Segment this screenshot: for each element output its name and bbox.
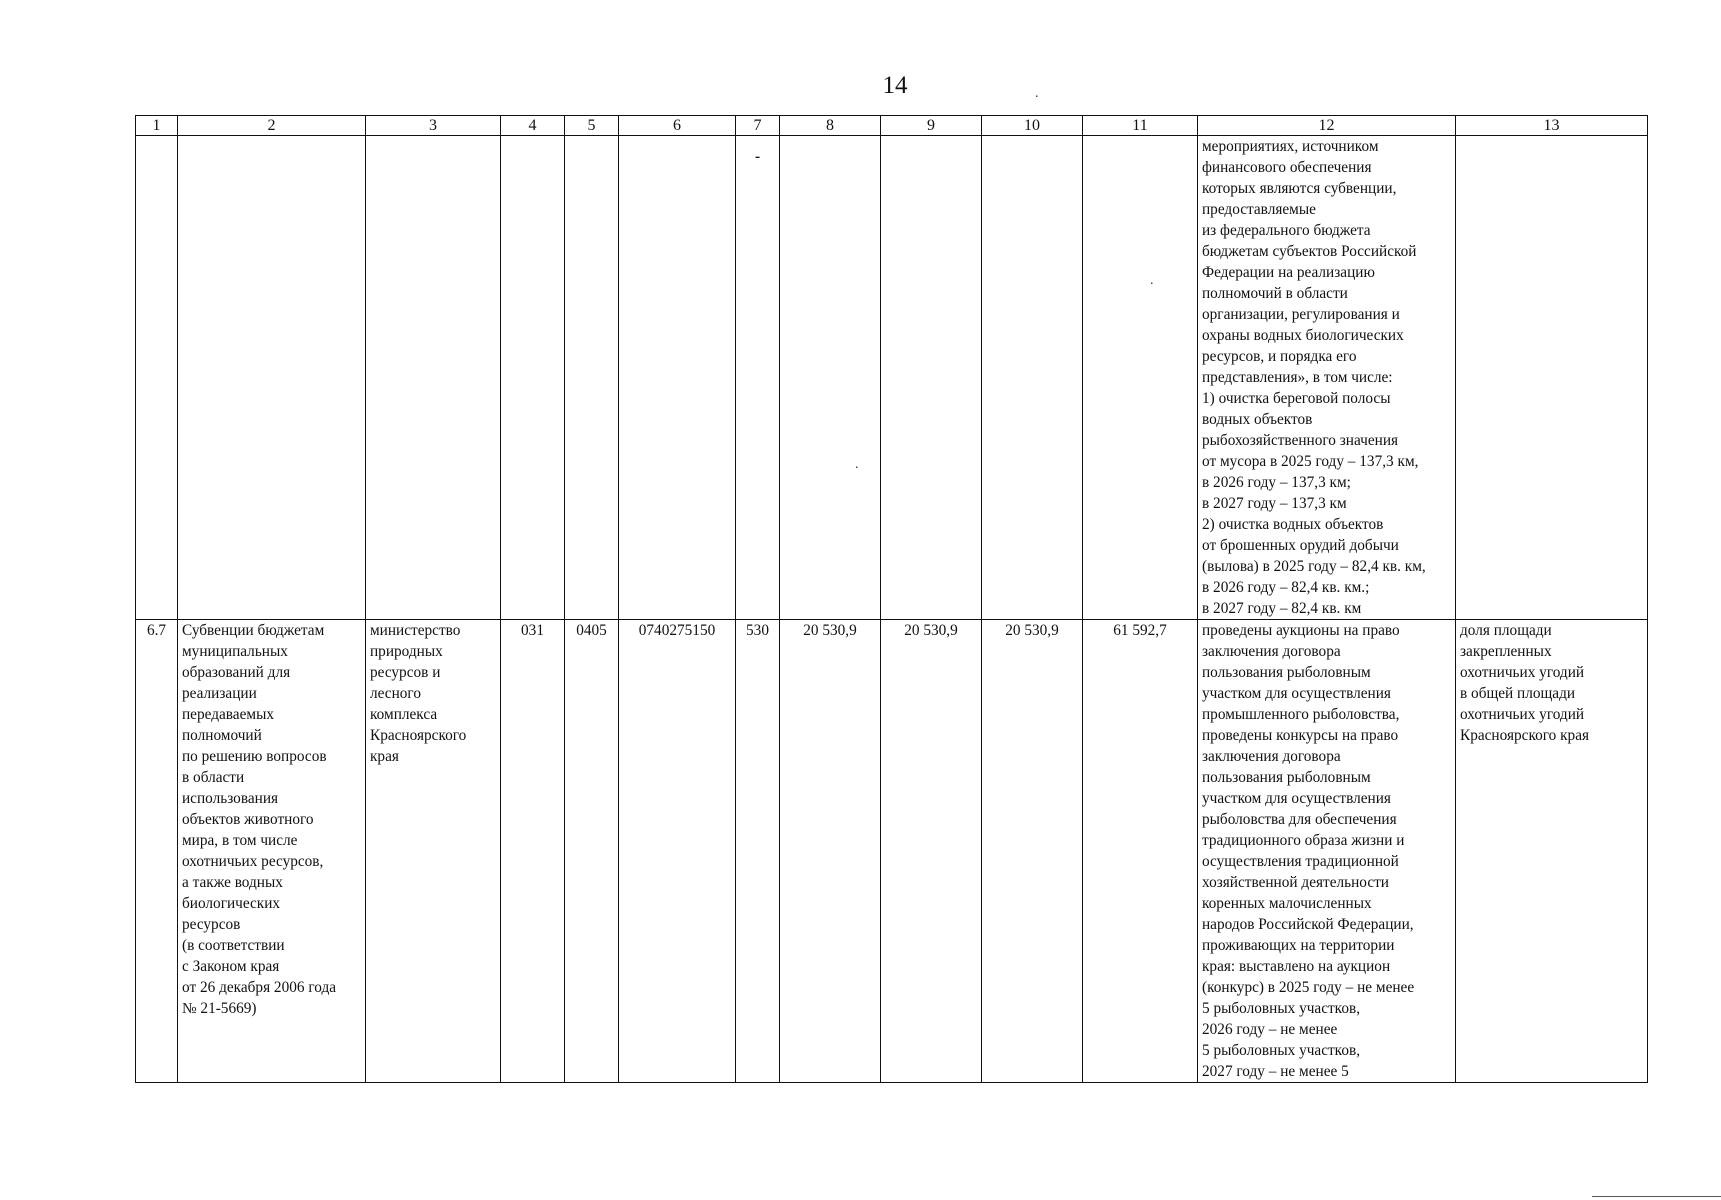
- code-col-7: 530: [736, 620, 780, 1083]
- dash-mark: -: [754, 148, 761, 165]
- amount-total-col-11: 61 592,7: [1083, 620, 1198, 1083]
- header-col-8: 8: [780, 116, 881, 136]
- page-number: 14: [882, 72, 908, 99]
- column-numbers-row: [136, 116, 1648, 136]
- cell-cont-5: [565, 136, 619, 620]
- budget-table: [135, 115, 1648, 1083]
- table-row-6-7: [136, 620, 1648, 1083]
- header-col-2: 2: [178, 116, 366, 136]
- cell-cont-4: [501, 136, 565, 620]
- cell-cont-3: [366, 136, 501, 620]
- expected-result: проведены аукционы на право заключения договора пользования рыболовным участком для осуществления промышленного рыболовства, проведены конкурсы на право заключения договора пользования рыболовным участком для осуществления рыболовства для обеспечения традиционного образа жизни и осуществления традиционной хозяйственной деятельности коренных малочисленных народов Российской Федерации, проживающих на территории края: выставлено на аукцион (конкурс) в 2025 году – не менее 5 рыболовных участков, 2026 году – не менее 5 рыболовных участков, 2027 году – не менее 5: [1198, 620, 1456, 1083]
- cell-cont-6: [619, 136, 736, 620]
- cell-cont-10: [982, 136, 1083, 620]
- code-col-6: 0740275150: [619, 620, 736, 1083]
- cell-cont-8: [780, 136, 881, 620]
- header-col-7: 7: [736, 116, 780, 136]
- continuation-row: [136, 136, 1648, 620]
- header-col-1: 1: [136, 116, 178, 136]
- cell-cont-13: [1456, 136, 1648, 620]
- code-col-4: 031: [501, 620, 565, 1083]
- header-col-4: 4: [501, 116, 565, 136]
- cell-cont-1: [136, 136, 178, 620]
- row-number: 6.7: [136, 620, 178, 1083]
- header-col-5: 5: [565, 116, 619, 136]
- cell-cont-2: [178, 136, 366, 620]
- header-col-9: 9: [881, 116, 982, 136]
- code-col-5: 0405: [565, 620, 619, 1083]
- header-col-6: 6: [619, 116, 736, 136]
- header-col-10: 10: [982, 116, 1083, 136]
- amount-col-8: 20 530,9: [780, 620, 881, 1083]
- scan-speck: .: [855, 457, 859, 472]
- header-col-12: 12: [1198, 116, 1456, 136]
- cell-cont-7: [736, 136, 780, 620]
- cell-cont-12-description: мероприятиях, источником финансового обеспечения которых являются субвенции, предоставляемые из федерального бюджета бюджетам субъектов Российской Федерации на реализацию полномочий в области организации, регулирования и охраны водных биологических ресурсов, и порядка его представления», в том числе: 1) очистка береговой полосы водных объектов рыбохозяйственного значения от мусора в 2025 году – 137,3 км, в 2026 году – 137,3 км; в 2027 году – 137,3 км 2) очистка водных объектов от брошенных орудий добычи (вылова) в 2025 году – 82,4 кв. км, в 2026 году – 82,4 кв. км.; в 2027 году – 82,4 кв. км: [1198, 136, 1456, 620]
- scan-speck: .: [1150, 273, 1154, 288]
- header-col-11: 11: [1083, 116, 1198, 136]
- header-col-3: 3: [366, 116, 501, 136]
- indicator: доля площади закрепленных охотничьих угодий в общей площади охотничьих угодий Красноярского края: [1456, 620, 1648, 1083]
- amount-col-9: 20 530,9: [881, 620, 982, 1083]
- measure-name: Субвенции бюджетам муниципальных образований для реализации передаваемых полномочий по решению вопросов в области использования объектов животного мира, в том числе охотничьих ресурсов, а также водных биологических ресурсов (в соответствии с Законом края от 26 декабря 2006 года № 21-5669): [178, 620, 366, 1083]
- responsible-executor: министерство природных ресурсов и лесного комплекса Красноярского края: [366, 620, 501, 1083]
- amount-col-10: 20 530,9: [982, 620, 1083, 1083]
- scan-edge-line: [1592, 1196, 1721, 1197]
- header-col-13: 13: [1456, 116, 1648, 136]
- scan-speck: .: [1035, 86, 1039, 101]
- cell-cont-11: [1083, 136, 1198, 620]
- cell-cont-9: [881, 136, 982, 620]
